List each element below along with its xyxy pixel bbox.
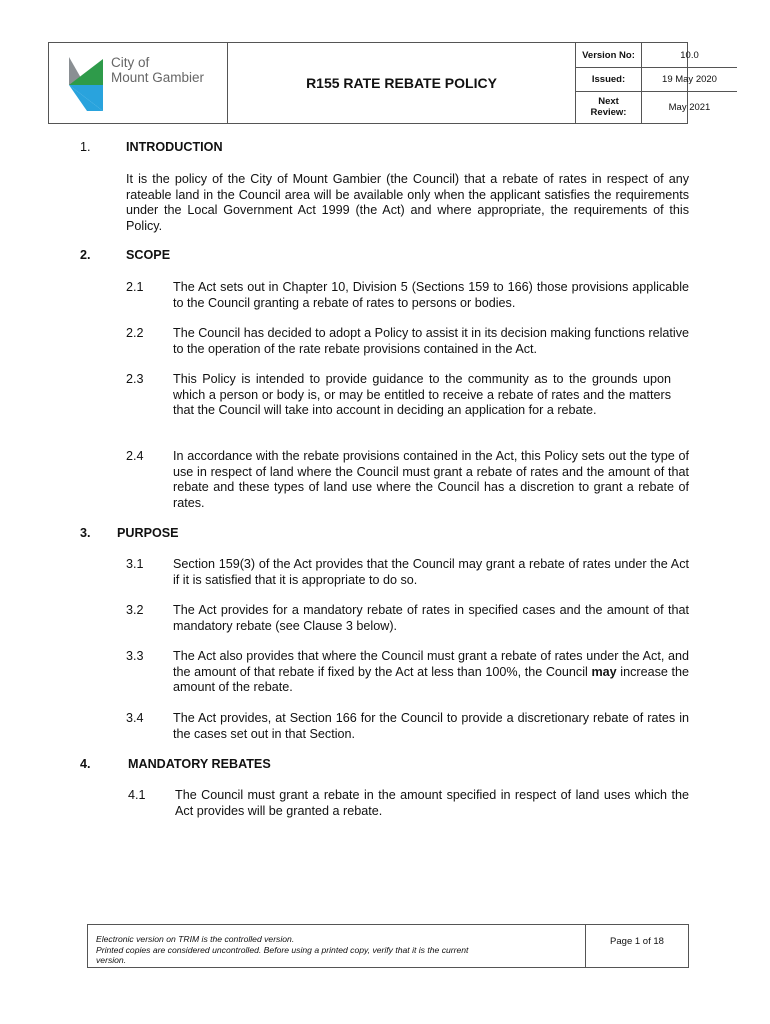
section-1-number: 1. [80, 140, 91, 154]
footer-note-line-1: Electronic version on TRIM is the controlled version. [96, 934, 295, 944]
clause-3-3-number: 3.3 [126, 649, 144, 663]
issued-row [576, 67, 737, 92]
section-3-number: 3. [80, 526, 91, 540]
section-1-heading: INTRODUCTION [126, 140, 223, 154]
clause-2-2-number: 2.2 [126, 326, 144, 340]
section-4-heading: MANDATORY REBATES [128, 757, 271, 771]
meta-table [576, 43, 717, 123]
section-2-heading: SCOPE [126, 248, 171, 262]
section-1-text: It is the policy of the City of Mount Gambier (the Council) that a rebate of rates in respect of any rateable land in the Council area will be available only when the applicant satisfies the requirements under the Local Government Act 1999 (the Act) and where appropriate, the requirements of this Policy. [126, 172, 689, 233]
clause-3-4-number: 3.4 [126, 711, 144, 725]
version-label: Version No: [576, 43, 642, 67]
controlled-version-note [88, 925, 586, 967]
clause-2-4-text: In accordance with the rebate provisions contained in the Act, this Policy sets out the type of use in respect of land where the Council must grant a rebate of rates and the amount of that rebate and these types of land use where the Council has a discretion to grant a rebate of rates. [173, 449, 689, 510]
city-logo-icon [67, 55, 107, 113]
clause-2-4-number: 2.4 [126, 449, 144, 463]
version-row [576, 43, 737, 68]
page-number: Page 1 of 18 [610, 936, 664, 947]
policy-title: R155 RATE REBATE POLICY [228, 43, 576, 123]
version-value: 10.0 [680, 49, 699, 61]
clause-2-1-number: 2.1 [126, 280, 144, 294]
logo-text [111, 55, 204, 85]
review-label [576, 91, 642, 123]
clause-2-3-number: 2.3 [126, 372, 144, 386]
clause-2-2-text: The Council has decided to adopt a Policy to assist it in its decision making functions relative to the operation of the rate rebate provisions contained in the Act. [173, 326, 689, 356]
logo-line-2: Mount Gambier [111, 70, 205, 85]
clause-3-4-text: The Act provides, at Section 166 for the Council to provide a discretionary rebate of rates in the cases set out in that Section. [173, 711, 689, 741]
clause-3-2-number: 3.2 [126, 603, 144, 617]
clause-3-3-text-before: The Act also provides that where the Council must grant a rebate of rates under the Act, and the amount of that rebate if fixed by the Act at less than 100%, the Council [173, 649, 689, 679]
review-label-2: Review: [590, 107, 627, 118]
review-value: May 2021 [668, 101, 711, 113]
review-row [576, 91, 737, 123]
section-3-heading: PURPOSE [117, 526, 179, 540]
document-header [48, 42, 717, 124]
logo-cell [49, 43, 228, 123]
footer-note-line-3: version. [96, 955, 127, 965]
clause-3-2-text: The Act provides for a mandatory rebate of rates in specified cases and the amount of that mandatory rebate (see Clause 3 below). [173, 603, 689, 633]
clause-3-3-text [173, 649, 689, 696]
clause-4-1-text: The Council must grant a rebate in the amount specified in respect of land uses which the Act provides will be granted a rebate. [175, 788, 689, 818]
clause-4-1-number: 4.1 [128, 788, 146, 802]
clause-3-1-number: 3.1 [126, 557, 144, 571]
clause-3-3-text-after: increase the amount of the rebate. [173, 664, 689, 694]
section-2-number: 2. [80, 248, 91, 262]
clause-2-1-text: The Act sets out in Chapter 10, Division 5 (Sections 159 to 166) those provisions applicable to the Council granting a rebate of rates to persons or bodies. [173, 280, 689, 310]
document-footer [87, 924, 689, 968]
footer-note-line-2: Printed copies are considered uncontrolled. Before using a printed copy, verify that it is the current [96, 944, 469, 955]
clause-3-3-text-bold: may [591, 664, 617, 679]
issued-label: Issued: [576, 67, 642, 91]
review-label-1: Next [598, 96, 619, 107]
clause-2-3-text: This Policy is intended to provide guidance to the community as to the grounds upon which a person or body is, or may be entitled to receive a rebate of rates and the matters that the Council will take into account in deciding an application for a rebate. [173, 372, 671, 417]
section-4-number: 4. [80, 757, 91, 771]
logo-line-1: City of [111, 55, 150, 70]
clause-3-1-text: Section 159(3) of the Act provides that the Council may grant a rebate of rates under the Act if it is satisfied that it is appropriate to do so. [173, 557, 689, 587]
issued-value: 19 May 2020 [662, 73, 717, 85]
